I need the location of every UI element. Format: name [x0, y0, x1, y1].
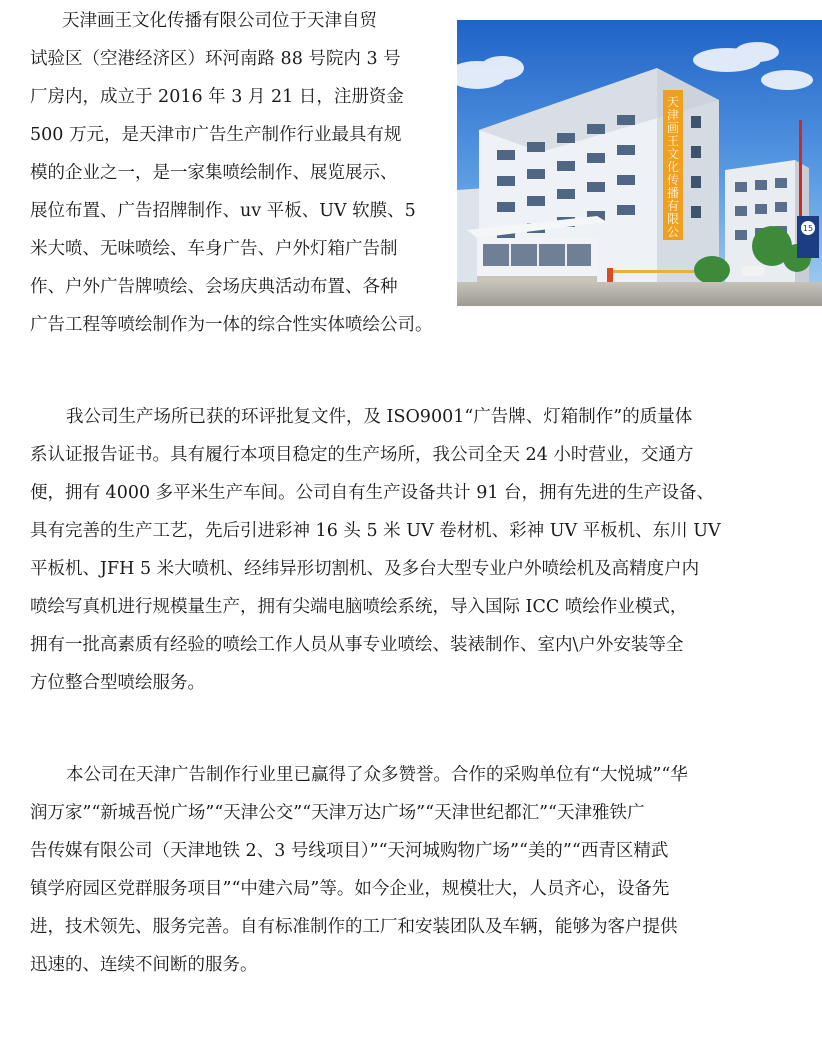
- svg-text:限: 限: [666, 212, 680, 226]
- text-line: 迅速的、连续不间断的服务。: [30, 955, 258, 975]
- text-line: 便，拥有 4000 多平米生产车间。公司自有生产设备共计 91 台，拥有先进的生产设备、: [30, 483, 715, 503]
- svg-text:公: 公: [666, 225, 680, 239]
- text-line: 拥有一批高素质有经验的喷绘工作人员从事专业喷绘、装裱制作、室内\户外安装等全: [30, 635, 684, 655]
- text-line: 系认证报告证书。具有履行本项目稳定的生产场所，我公司全天 24 小时营业，交通方: [30, 445, 694, 465]
- svg-text:有: 有: [666, 199, 680, 213]
- svg-text:画: 画: [666, 121, 680, 135]
- svg-text:王: 王: [666, 134, 680, 148]
- text-line: 喷绘写真机进行规模量生产，拥有尖端电脑喷绘系统，导入国际 ICC 喷绘作业模式，: [30, 597, 688, 617]
- svg-text:传: 传: [666, 173, 680, 187]
- text-line: 试验区（空港经济区）环河南路 88 号院内 3 号: [30, 49, 401, 69]
- text-line: 厂房内，成立于 2016 年 3 月 21 日，注册资金: [30, 87, 404, 107]
- text-line: 告传媒有限公司（天津地铁 2、3 号线项目）”“天河城购物广场”“美的”“西青区精武: [30, 841, 669, 861]
- text-line: 本公司在天津广告制作行业里已赢得了众多赞誉。合作的采购单位有“大悦城”“华: [66, 765, 688, 785]
- vertical-sign-text: [667, 95, 679, 239]
- gate-number: 15: [802, 224, 814, 233]
- text-line: 模的企业之一，是一家集喷绘制作、展览展示、: [30, 163, 398, 183]
- text-line: 镇学府园区党群服务项目”“中建六局”等。如今企业，规模壮大，人员齐心，设备先: [30, 879, 670, 899]
- ground: [457, 282, 822, 306]
- text-line: 具有完善的生产工艺，先后引进彩神 16 头 5 米 UV 卷材机、彩神 UV 平板机、东川 UV: [30, 521, 721, 541]
- text-line: 展位布置、广告招牌制作、uv 平板、UV 软膜、5: [30, 201, 416, 221]
- text-line: 作、户外广告牌喷绘、会场庆典活动布置、各种: [30, 277, 398, 297]
- svg-text:天: 天: [666, 95, 680, 109]
- text-line: 广告工程等喷绘制作为一体的综合性实体喷绘公司。: [30, 315, 433, 335]
- text-line: 平板机、JFH 5 米大喷机、经纬异形切割机、及多台大型专业户外喷绘机及高精度户内: [30, 559, 700, 579]
- text-line: 米大喷、无味喷绘、车身广告、户外灯箱广告制: [30, 239, 398, 259]
- svg-text:播: 播: [666, 186, 680, 200]
- text-line: 500 万元，是天津市广告生产制作行业最具有规: [30, 125, 402, 145]
- svg-text:津: 津: [666, 108, 680, 122]
- car: [742, 266, 764, 276]
- svg-text:文: 文: [666, 147, 680, 161]
- svg-text:化: 化: [666, 160, 680, 174]
- text-line: 我公司生产场所已获的环评批复文件，及 ISO9001“广告牌、灯箱制作”的质量体: [66, 407, 693, 427]
- text-line: 润万家”“新城吾悦广场”“天津公交”“天津万达广场”“天津世纪都汇”“天津雅铁广: [30, 803, 645, 823]
- text-line: 天津画王文化传播有限公司位于天津自贸: [62, 11, 377, 31]
- text-line: 方位整合型喷绘服务。: [30, 673, 205, 693]
- company-building-photo: [457, 20, 822, 306]
- text-line: 进，技术领先、服务完善。自有标准制作的工厂和安装团队及车辆，能够为客户提供: [30, 917, 678, 937]
- building-illustration: [457, 20, 822, 306]
